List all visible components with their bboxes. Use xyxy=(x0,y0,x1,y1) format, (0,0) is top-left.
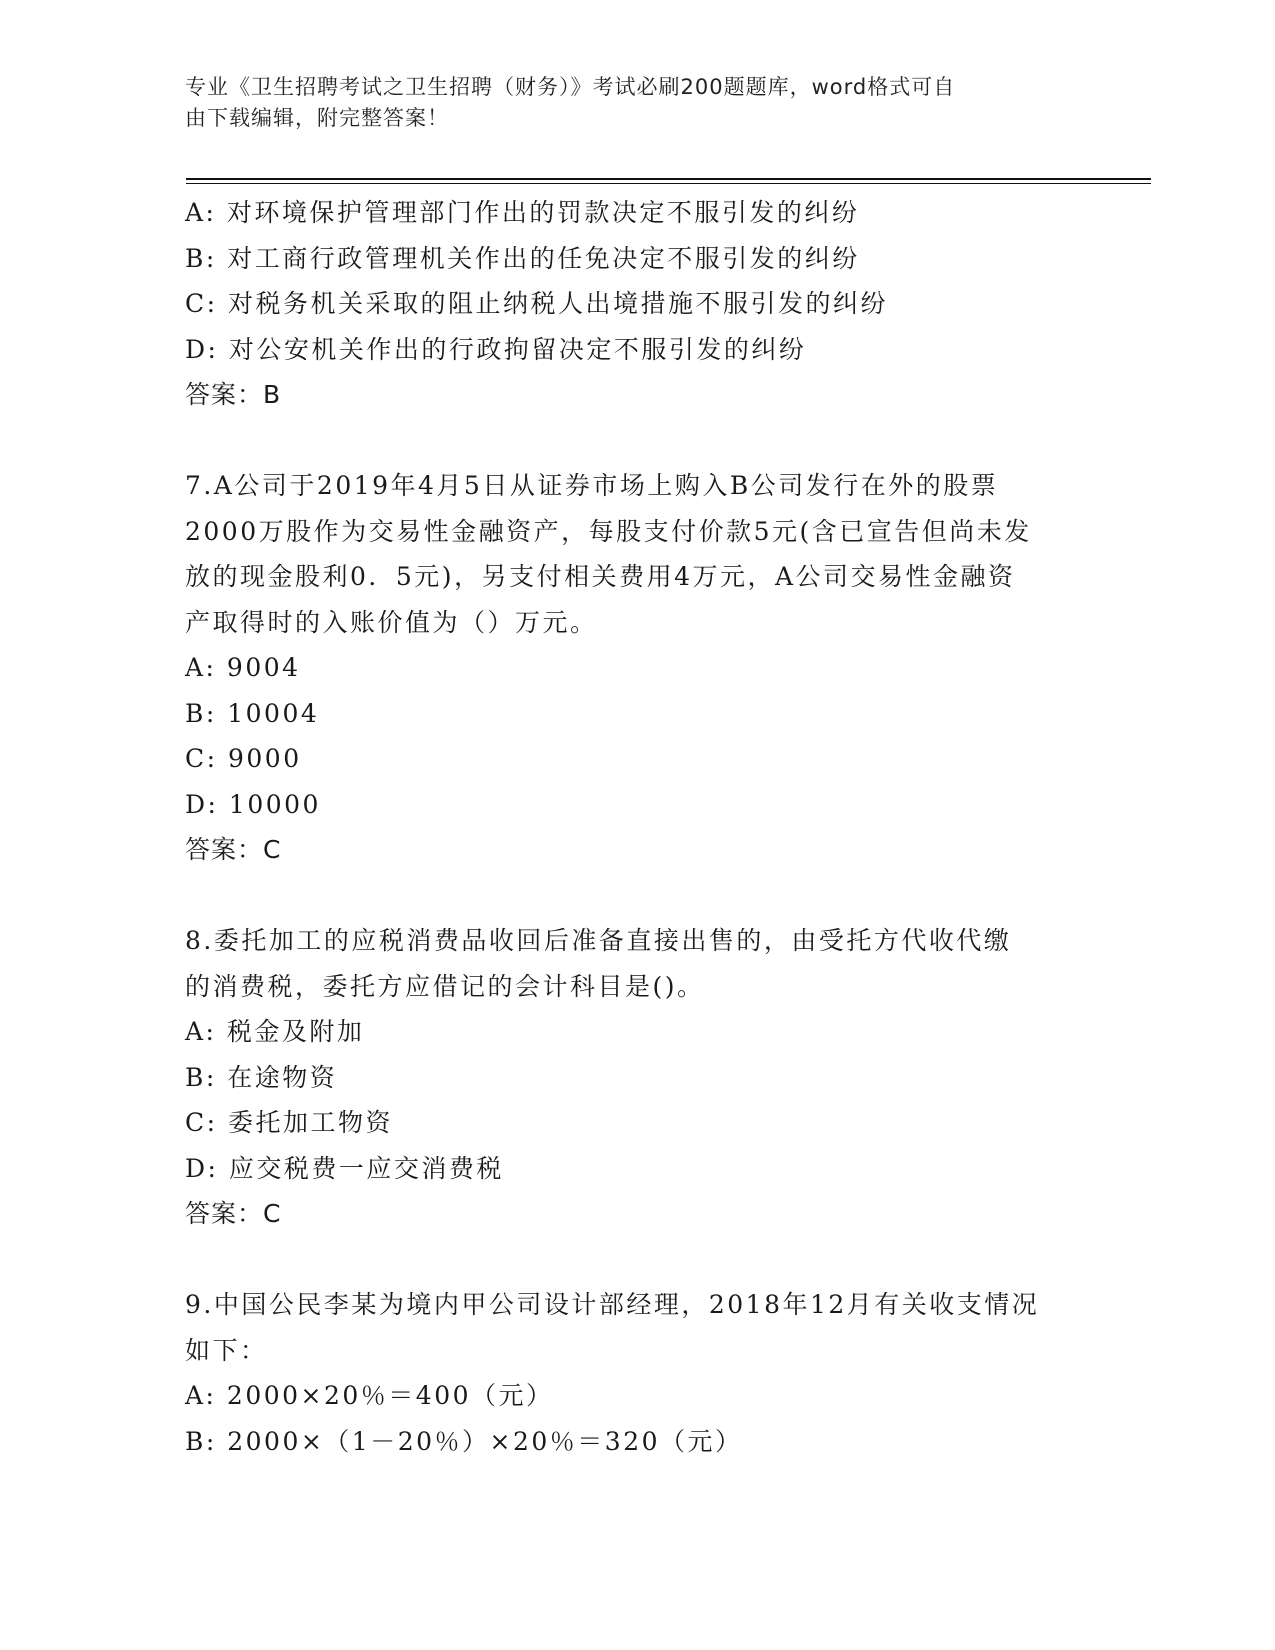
option-a: A: 2000×20％＝400（元） xyxy=(185,1381,554,1410)
question-stem-line: 的消费税，委托方应借记的会计科目是()。 xyxy=(185,971,705,1001)
spacer xyxy=(185,1237,1085,1283)
question-block-prev xyxy=(185,190,1085,418)
option-a: A: 税金及附加 xyxy=(185,1017,365,1046)
option-b: B: 对工商行政管理机关作出的任免决定不服引发的纠纷 xyxy=(185,243,860,273)
question-block-7 xyxy=(185,463,1085,873)
header-rule-thick xyxy=(186,178,1151,180)
option-c: C: 对税务机关采取的阻止纳税人出境措施不服引发的纠纷 xyxy=(185,289,889,318)
option-b: B: 在途物资 xyxy=(185,1062,338,1092)
question-stem-line: 如下： xyxy=(185,1335,268,1365)
question-stem-line: 产取得时的入账价值为（）万元。 xyxy=(185,607,598,637)
header-line-1: 专业《卫生招聘考试之卫生招聘（财务）》考试必刷200题题库，word格式可自 xyxy=(185,75,956,99)
option-b: B: 2000×（1－20％）×20％＝320（元） xyxy=(185,1426,743,1456)
spacer xyxy=(185,873,1085,919)
question-block-9 xyxy=(185,1282,1085,1464)
answer-line: 答案：C xyxy=(185,1199,282,1228)
option-c: C: 9000 xyxy=(185,744,302,773)
spacer xyxy=(185,418,1085,464)
question-stem-line: 7.A公司于2019年4月5日从证券市场上购入B公司发行在外的股票 xyxy=(185,471,999,500)
option-b: B: 10004 xyxy=(185,698,320,728)
header-line-2: 由下载编辑，附完整答案！ xyxy=(185,106,449,130)
question-stem-line: 8.委托加工的应税消费品收回后准备直接出售的，由受托方代收代缴 xyxy=(185,926,1012,955)
option-a: A: 9004 xyxy=(185,653,301,682)
question-stem-line: 放的现金股利0．5元)，另支付相关费用4万元，A公司交易性金融资 xyxy=(185,562,1016,591)
question-stem-line: 9.中国公民李某为境内甲公司设计部经理，2018年12月有关收支情况 xyxy=(185,1290,1040,1319)
answer-line: 答案：C xyxy=(185,835,282,864)
option-d: D: 应交税费一应交消费税 xyxy=(185,1153,504,1183)
option-d: D: 10000 xyxy=(185,789,321,819)
document-body xyxy=(185,190,1085,1464)
question-stem-line: 2000万股作为交易性金融资产，每股支付价款5元(含已宣告但尚未发 xyxy=(185,516,1032,546)
header-rule-thin xyxy=(186,183,1151,184)
question-block-8 xyxy=(185,918,1085,1237)
option-d: D: 对公安机关作出的行政拘留决定不服引发的纠纷 xyxy=(185,334,807,364)
option-a: A: 对环境保护管理部门作出的罚款决定不服引发的纠纷 xyxy=(185,198,860,227)
option-c: C: 委托加工物资 xyxy=(185,1108,393,1137)
document-header xyxy=(185,72,1065,134)
answer-line: 答案：B xyxy=(185,380,282,409)
